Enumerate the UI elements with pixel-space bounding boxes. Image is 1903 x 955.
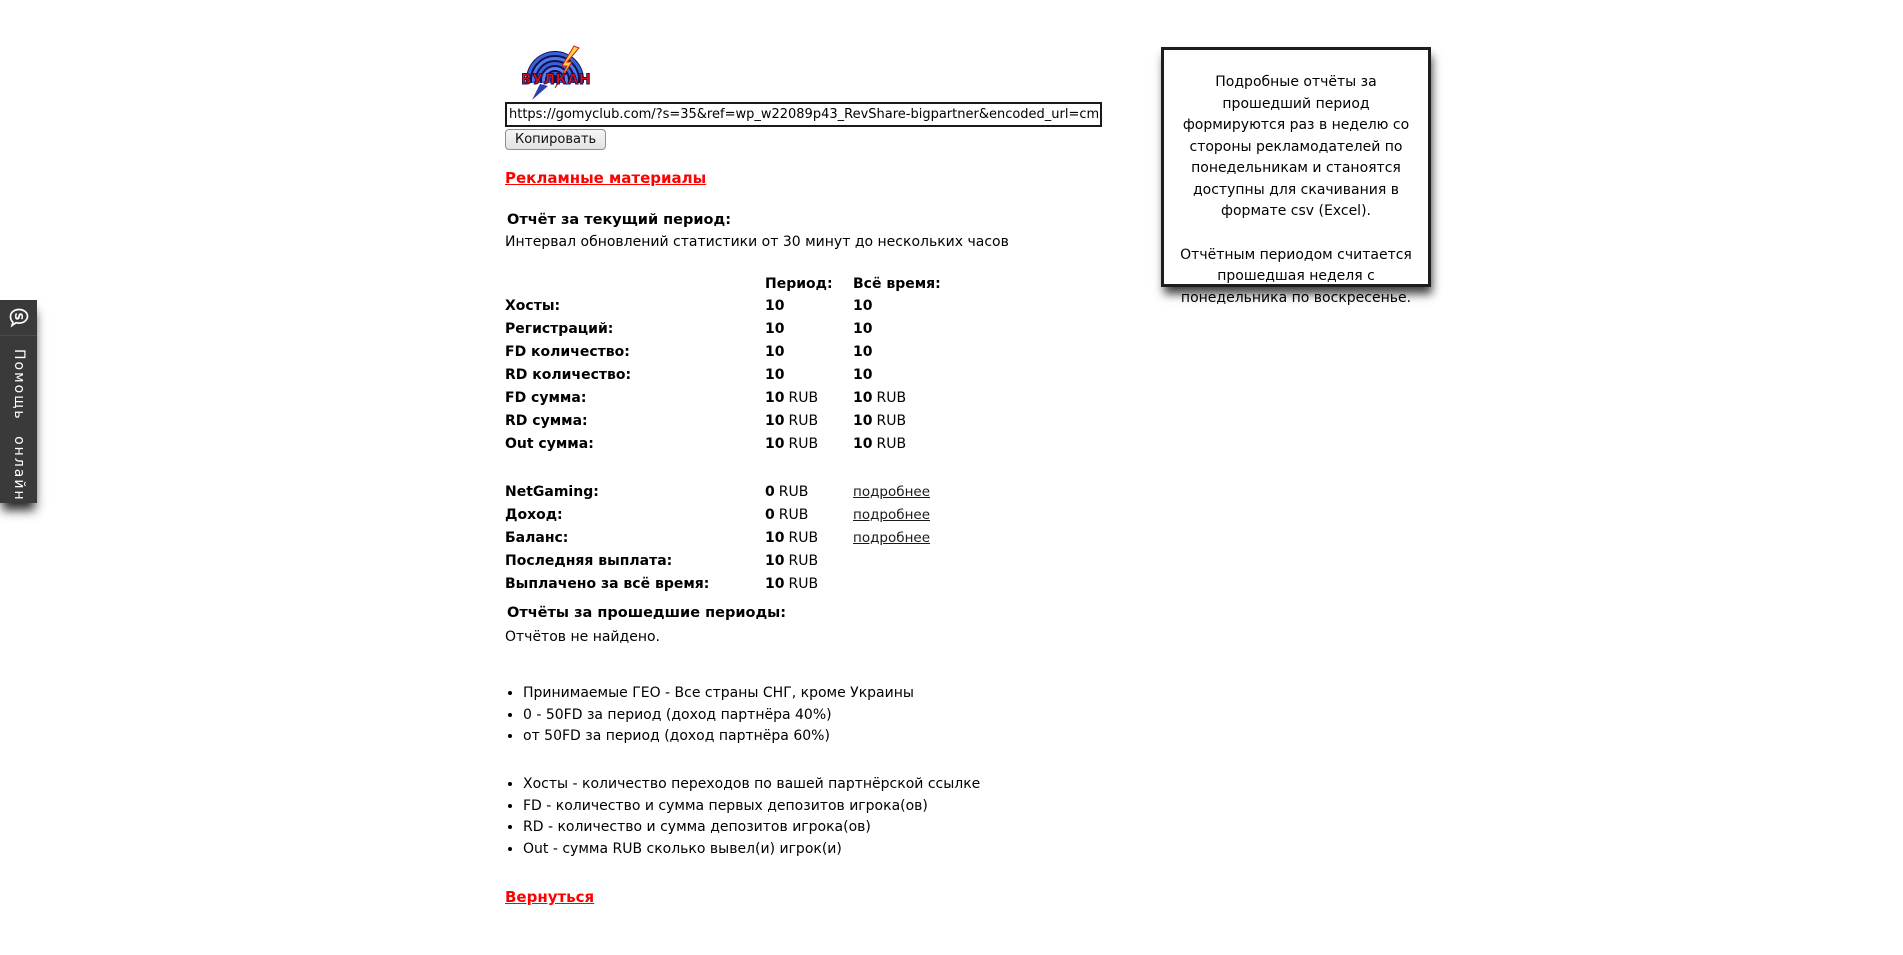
table-row <box>505 550 975 573</box>
table-row <box>505 504 975 527</box>
col-period-header: Период: <box>765 276 833 292</box>
row-label: FD сумма: <box>505 390 587 406</box>
copy-button[interactable]: Копировать <box>505 129 606 150</box>
details-cell <box>853 527 983 550</box>
row-label: Out сумма: <box>505 436 594 452</box>
period-value: 10 RUB <box>765 553 819 569</box>
alltime-value: 10 <box>853 298 873 314</box>
alltime-value: 10 <box>853 321 873 337</box>
list-item: • Out - сумма RUB сколько вывел(и) игрок(и) <box>523 839 980 861</box>
period-value: 0 RUB <box>765 507 809 523</box>
stats-gap <box>505 456 975 481</box>
list-item: • 0 - 50FD за период (доход партнёра 40%) <box>523 705 914 727</box>
period-value: 10 RUB <box>765 530 819 546</box>
list-item: • Принимаемые ГЕО - Все страны СНГ, кроме Украины <box>523 683 914 705</box>
period-value: 10 RUB <box>765 436 819 452</box>
alltime-value: 10 RUB <box>853 436 907 452</box>
table-row <box>505 318 975 341</box>
alltime-value: 10 RUB <box>853 390 907 406</box>
period-value: 10 RUB <box>765 576 819 592</box>
row-label: RD количество: <box>505 367 632 383</box>
update-interval-note: Интервал обновлений статистики от 30 минут до нескольких часов <box>505 234 1009 250</box>
table-row <box>505 341 975 364</box>
referral-link-input[interactable] <box>505 102 1102 127</box>
no-reports-note: Отчётов не найдено. <box>505 629 660 645</box>
row-label: NetGaming: <box>505 484 599 500</box>
period-value: 10 RUB <box>765 413 819 429</box>
list-item: • от 50FD за период (доход партнёра 60%) <box>523 726 914 748</box>
chat-tab-label: Помощь онлайн <box>11 349 27 502</box>
row-label: Хосты: <box>505 298 561 314</box>
col-alltime-header: Всё время: <box>853 276 941 292</box>
stats-rows-summary <box>505 481 975 596</box>
info-paragraph-period: Отчётным периодом считается прошедшая неделя с понедельника по воскресенье. <box>1180 246 1412 306</box>
period-value: 10 <box>765 344 785 360</box>
stats-table <box>505 273 975 596</box>
details-link[interactable]: подробнее <box>853 484 931 500</box>
stats-header-row <box>505 273 975 295</box>
list-item: • Хосты - количество переходов по вашей партнёрской ссылке <box>523 774 980 796</box>
row-label: Доход: <box>505 507 563 523</box>
table-row <box>505 481 975 504</box>
chat-bubble-icon-svg <box>7 306 31 330</box>
period-value: 0 RUB <box>765 484 809 500</box>
stats-rows-main <box>505 295 975 456</box>
chat-bubble-icon <box>0 300 37 336</box>
table-row <box>505 433 975 456</box>
chat-icon-letter: S <box>11 312 25 320</box>
details-cell <box>853 481 983 504</box>
table-row <box>505 387 975 410</box>
list-item: • FD - количество и сумма первых депозитов игрока(ов) <box>523 796 980 818</box>
info-paragraph-reports: Подробные отчёты за прошедший период формируются раз в неделю со стороны рекламодателей по понедельникам и станоятся доступны для скачивания в формате csv (Excel). <box>1182 74 1410 219</box>
alltime-value: 10 RUB <box>853 413 907 429</box>
period-value: 10 <box>765 321 785 337</box>
details-cell <box>853 504 983 527</box>
definitions-list <box>505 774 980 860</box>
row-label: FD количество: <box>505 344 630 360</box>
alltime-value: 10 <box>853 344 873 360</box>
row-label: Последняя выплата: <box>505 553 673 569</box>
table-row <box>505 527 975 550</box>
info-box <box>1161 47 1431 306</box>
table-row <box>505 573 975 596</box>
row-label: Регистраций: <box>505 321 614 337</box>
vulkan-logo-svg <box>522 42 592 102</box>
current-period-heading: Отчёт за текущий период: <box>507 212 732 228</box>
row-label: Выплачено за всё время: <box>505 576 710 592</box>
ads-materials-link[interactable]: Рекламные материалы <box>505 169 707 187</box>
row-label: RD сумма: <box>505 413 588 429</box>
vulkan-logo <box>522 42 592 102</box>
back-link[interactable]: Вернуться <box>505 888 595 906</box>
row-label: Баланс: <box>505 530 569 546</box>
logo-text: ВУЛКАН <box>522 72 592 88</box>
period-value: 10 <box>765 367 785 383</box>
alltime-value: 10 <box>853 367 873 383</box>
past-periods-heading: Отчёты за прошедшие периоды: <box>507 605 787 621</box>
list-item: • RD - количество и сумма депозитов игрока(ов) <box>523 817 980 839</box>
terms-list <box>505 683 914 748</box>
details-link[interactable]: подробнее <box>853 530 931 546</box>
period-value: 10 RUB <box>765 390 819 406</box>
table-row <box>505 295 975 318</box>
table-row <box>505 410 975 433</box>
table-row <box>505 364 975 387</box>
period-value: 10 <box>765 298 785 314</box>
details-link[interactable]: подробнее <box>853 507 931 523</box>
